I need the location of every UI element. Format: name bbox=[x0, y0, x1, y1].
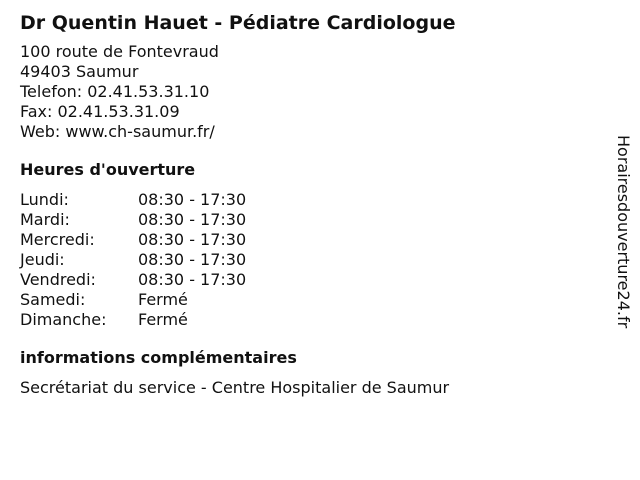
hours-row-thursday bbox=[20, 250, 600, 270]
day-hours: Fermé bbox=[138, 290, 188, 309]
site-brand-vertical bbox=[612, 135, 634, 375]
additional-info-heading: informations complémentaires bbox=[20, 348, 297, 367]
hours-row-tuesday bbox=[20, 210, 600, 230]
phone-number: Telefon: 02.41.53.31.10 bbox=[20, 82, 210, 101]
day-label: Mardi: bbox=[20, 210, 70, 229]
hours-row-monday bbox=[20, 190, 600, 210]
opening-hours-table bbox=[20, 190, 600, 330]
address-block bbox=[20, 42, 600, 142]
day-hours: 08:30 - 17:30 bbox=[138, 230, 247, 249]
address-street: 100 route de Fontevraud bbox=[20, 42, 219, 61]
hours-row-wednesday bbox=[20, 230, 600, 250]
hours-row-sunday bbox=[20, 310, 600, 330]
website: Web: www.ch-saumur.fr/ bbox=[20, 122, 215, 141]
day-label: Mercredi: bbox=[20, 230, 95, 249]
day-hours: 08:30 - 17:30 bbox=[138, 250, 247, 269]
day-hours: 08:30 - 17:30 bbox=[138, 210, 247, 229]
site-brand-text: Horairesdouverture24.fr bbox=[614, 135, 633, 329]
day-label: Lundi: bbox=[20, 190, 69, 209]
day-hours: Fermé bbox=[138, 310, 188, 329]
hours-row-friday bbox=[20, 270, 600, 290]
day-label: Jeudi: bbox=[20, 250, 65, 269]
day-label: Vendredi: bbox=[20, 270, 96, 289]
hours-row-saturday bbox=[20, 290, 600, 310]
additional-info-text: Secrétariat du service - Centre Hospitalier de Saumur bbox=[20, 378, 450, 397]
day-hours: 08:30 - 17:30 bbox=[138, 190, 247, 209]
day-label: Samedi: bbox=[20, 290, 86, 309]
page-title: Dr Quentin Hauet - Pédiatre Cardiologue bbox=[20, 12, 456, 34]
fax-number: Fax: 02.41.53.31.09 bbox=[20, 102, 180, 121]
day-label: Dimanche: bbox=[20, 310, 107, 329]
address-city: 49403 Saumur bbox=[20, 62, 139, 81]
day-hours: 08:30 - 17:30 bbox=[138, 270, 247, 289]
listing-content bbox=[20, 10, 600, 398]
opening-hours-heading: Heures d'ouverture bbox=[20, 160, 196, 179]
